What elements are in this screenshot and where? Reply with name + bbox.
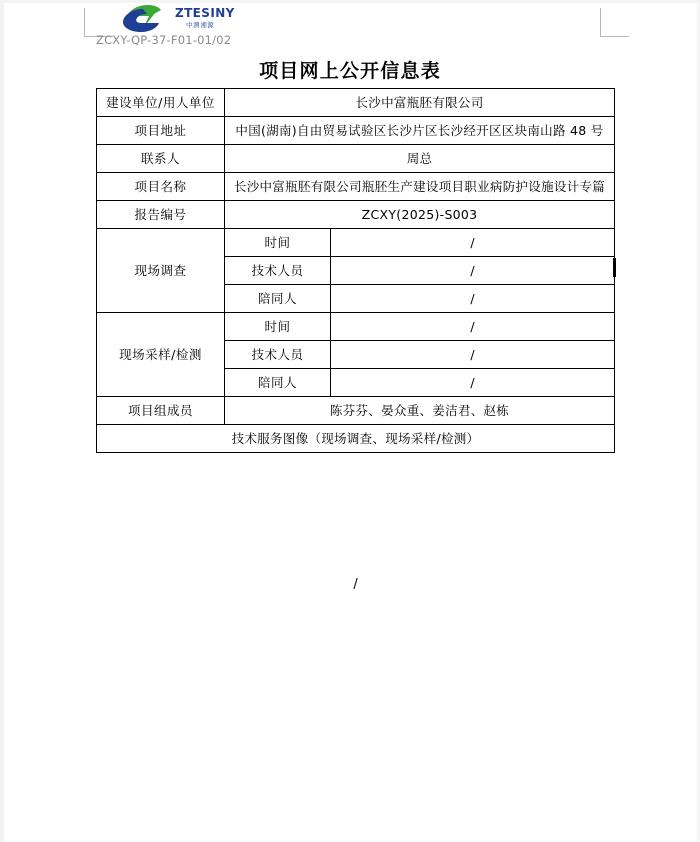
document-form-code: ZCXY-QP-37-F01-01/02	[96, 33, 232, 47]
value-site-survey-escort[interactable]: /	[331, 285, 615, 313]
table-row	[97, 173, 615, 201]
row-value-contact-person[interactable]: 周总	[225, 145, 615, 173]
row-label-project-name: 项目名称	[97, 173, 225, 201]
value-site-sampling-escort[interactable]: /	[331, 369, 615, 397]
table-row	[97, 117, 615, 145]
group-label-site-sampling: 现场采样/检测	[97, 313, 225, 397]
row-label-contact-person: 联系人	[97, 145, 225, 173]
value-site-sampling-technician[interactable]: /	[331, 341, 615, 369]
technical-service-image-content: /	[353, 577, 358, 592]
sublabel-site-survey-time: 时间	[225, 229, 331, 257]
sublabel-site-sampling-escort: 陪同人	[225, 369, 331, 397]
svg-text:ZTESINY: ZTESINY	[175, 6, 235, 20]
row-label-project-address: 项目地址	[97, 117, 225, 145]
table-row	[97, 397, 615, 425]
row-label-team-members: 项目组成员	[97, 397, 225, 425]
text-cursor-caret	[613, 258, 616, 277]
table-row	[97, 313, 615, 341]
svg-text:中测湘源: 中测湘源	[186, 21, 215, 29]
sublabel-site-survey-technician: 技术人员	[225, 257, 331, 285]
technical-service-image-block[interactable]	[97, 425, 615, 592]
table-row	[97, 145, 615, 173]
table-row	[97, 229, 615, 257]
row-value-report-number[interactable]: ZCXY(2025)-S003	[225, 201, 615, 229]
technical-service-image-label: 技术服务图像（现场调查、现场采样/检测）	[231, 430, 480, 446]
value-site-survey-time[interactable]: /	[331, 229, 615, 257]
document-header	[0, 0, 700, 52]
row-value-project-name[interactable]: 长沙中富瓶胚有限公司瓶胚生产建设项目职业病防护设施设计专篇	[225, 173, 615, 201]
row-label-build-unit: 建设单位/用人单位	[97, 89, 225, 117]
table-row	[97, 89, 615, 117]
row-label-report-number: 报告编号	[97, 201, 225, 229]
sublabel-site-sampling-time: 时间	[225, 313, 331, 341]
company-logo	[119, 3, 237, 33]
value-site-sampling-time[interactable]: /	[331, 313, 615, 341]
page-left-edge-tint	[0, 0, 4, 842]
row-value-team-members[interactable]: 陈芬芬、晏众重、姜洁君、赵栋	[225, 397, 615, 425]
sublabel-site-survey-escort: 陪同人	[225, 285, 331, 313]
group-label-site-survey: 现场调查	[97, 229, 225, 313]
sublabel-site-sampling-technician: 技术人员	[225, 341, 331, 369]
page-title: 项目网上公开信息表	[259, 60, 441, 82]
row-value-project-address[interactable]: 中国(湖南)自由贸易试验区长沙片区长沙经开区区块南山路 48 号	[225, 117, 615, 145]
value-site-survey-technician[interactable]: /	[331, 257, 615, 285]
row-value-build-unit[interactable]: 长沙中富瓶胚有限公司	[225, 89, 615, 117]
table-row	[97, 201, 615, 229]
project-info-table	[96, 88, 615, 592]
table-row	[97, 425, 615, 453]
